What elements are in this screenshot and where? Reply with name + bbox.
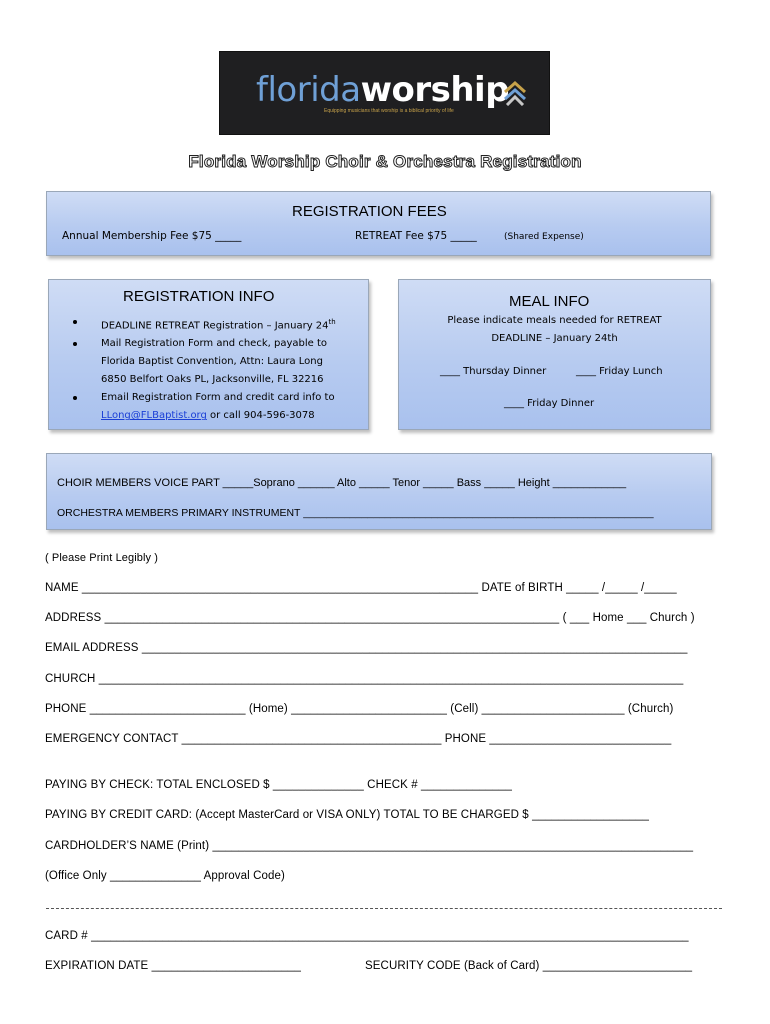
logo-tagline: Equipping musicians that worship is a biblical priority of life xyxy=(324,108,454,114)
list-item-continued: LLong@FLBaptist.org or call 904-596-3078 xyxy=(101,410,315,422)
choir-voice-part: CHOIR MEMBERS VOICE PART _____Soprano ______ Alto _____ Tenor _____ Bass _____ Height ____________ xyxy=(57,477,627,489)
card-number-field[interactable]: CARD # ____________________________________________________________________________________________ xyxy=(45,930,689,942)
reg-info-heading: REGISTRATION INFO xyxy=(123,288,275,305)
list-item-continued: Florida Baptist Convention, Attn: Laura Long xyxy=(101,356,323,368)
meal-info-heading: MEAL INFO xyxy=(509,293,590,310)
print-legibly-note: ( Please Print Legibly ) xyxy=(45,552,159,564)
orchestra-instrument: ORCHESTRA MEMBERS PRIMARY INSTRUMENT ____________________________________________________________ xyxy=(57,507,654,519)
church-field[interactable]: CHURCH __________________________________________________________________________________________ xyxy=(45,673,684,685)
meal-info-box xyxy=(398,279,711,430)
expiration-date-field[interactable]: EXPIRATION DATE _______________________ xyxy=(45,960,302,972)
shared-expense-note: (Shared Expense) xyxy=(504,232,584,242)
florida-worship-logo xyxy=(219,51,550,135)
reg-info-list xyxy=(73,313,336,425)
list-item: DEADLINE RETREAT Registration – January 24th xyxy=(73,313,336,335)
check-payment-field[interactable]: PAYING BY CHECK: TOTAL ENCLOSED $ ______________ CHECK # ______________ xyxy=(45,779,512,791)
email-link[interactable]: LLong@FLBaptist.org xyxy=(101,410,207,422)
security-code-field[interactable]: SECURITY CODE (Back of Card) _______________________ xyxy=(365,960,693,972)
bullet-icon xyxy=(73,342,77,346)
cut-line-divider xyxy=(46,908,722,909)
logo-wordmark: floridaworship xyxy=(256,70,510,110)
retreat-fee: RETREAT Fee $75 _____ xyxy=(355,230,477,242)
thursday-dinner-option: ____ Thursday Dinner xyxy=(440,366,547,377)
office-approval-field: (Office Only ______________ Approval Code) xyxy=(45,870,285,882)
list-item-continued: 6850 Belfort Oaks PL, Jacksonville, FL 32216 xyxy=(101,374,324,386)
bullet-icon xyxy=(73,396,77,400)
name-dob-field[interactable]: NAME _____________________________________________________________ DATE of BIRTH _____ /_____ /_____ xyxy=(45,582,677,594)
registration-fees-box xyxy=(46,191,711,256)
annual-fee: Annual Membership Fee $75 _____ xyxy=(62,230,242,242)
registration-info-box xyxy=(48,279,369,430)
fees-heading: REGISTRATION FEES xyxy=(292,203,447,220)
friday-dinner-option: ____ Friday Dinner xyxy=(504,398,595,409)
credit-card-total-field[interactable]: PAYING BY CREDIT CARD: (Accept MasterCard or VISA ONLY) TOTAL TO BE CHARGED $ __________________ xyxy=(45,809,650,821)
friday-lunch-option: ____ Friday Lunch xyxy=(576,366,663,377)
bullet-icon xyxy=(73,320,77,324)
list-item: Mail Registration Form and check, payable to xyxy=(73,335,336,353)
address-field[interactable]: ADDRESS ______________________________________________________________________ ( ___ Home ___ Church ) xyxy=(45,612,695,624)
list-item: Email Registration Form and credit card info to xyxy=(73,389,336,407)
chevron-up-icon xyxy=(503,78,527,106)
phone-field[interactable]: PHONE ________________________ (Home) ________________________ (Cell) ______________________ (Church) xyxy=(45,703,674,715)
email-field[interactable]: EMAIL ADDRESS ____________________________________________________________________________________ xyxy=(45,642,688,654)
meal-deadline: DEADLINE – January 24th xyxy=(491,333,618,344)
meal-instructions: Please indicate meals needed for RETREAT xyxy=(447,315,662,326)
page-title: Florida Worship Choir & Orchestra Registration xyxy=(188,152,582,171)
voice-part-box xyxy=(46,453,712,530)
emergency-contact-field[interactable]: EMERGENCY CONTACT ________________________________________ PHONE ____________________________ xyxy=(45,733,672,745)
cardholder-name-field[interactable]: CARDHOLDER’S NAME (Print) __________________________________________________________________________ xyxy=(45,840,694,852)
